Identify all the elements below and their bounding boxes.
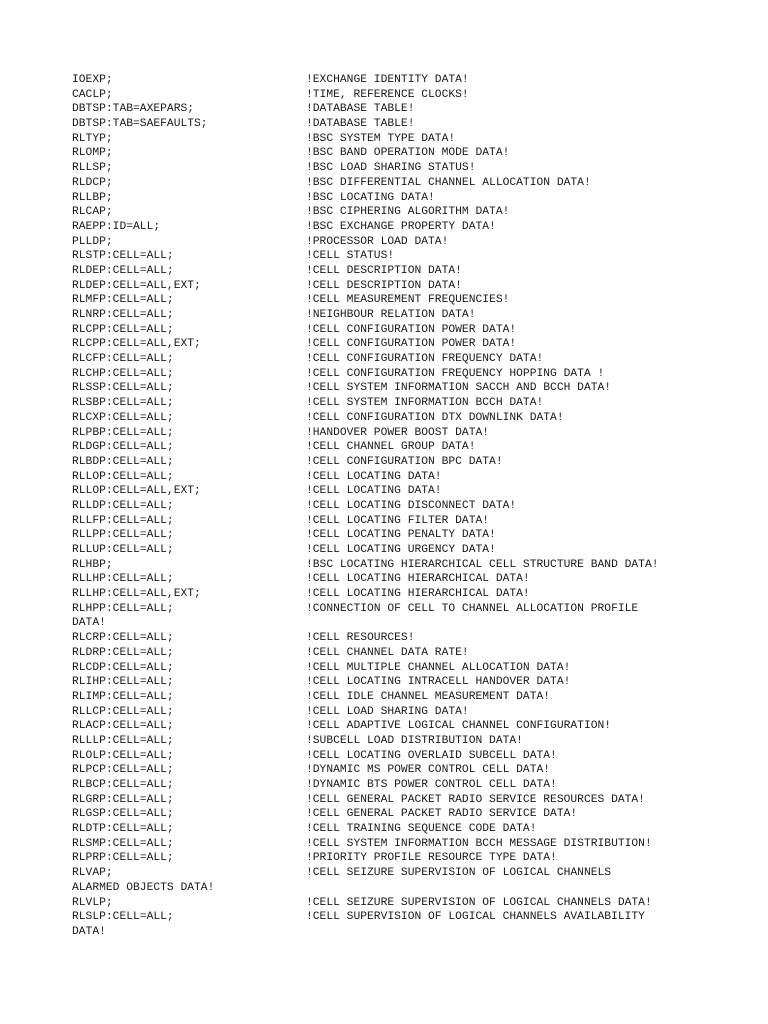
description-text: !CELL CHANNEL GROUP DATA! (306, 441, 476, 454)
command-text: RLSSP:CELL=ALL; (72, 382, 174, 395)
description-text: !CELL CONFIGURATION POWER DATA! (306, 338, 517, 351)
command-text: RLCXP:CELL=ALL; (72, 411, 174, 424)
description-text: !EXCHANGE IDENTITY DATA! (306, 74, 469, 86)
description-text: !CELL DESCRIPTION DATA! (306, 264, 462, 277)
command-text: DBTSP:TAB=AXEPARS; (72, 103, 195, 116)
description-text: !CELL LOAD SHARING DATA! (306, 705, 469, 718)
command-text: RLLOP:CELL=ALL,EXT; (72, 485, 201, 498)
command-text: RLMFP:CELL=ALL; (72, 294, 174, 307)
command-text: RLCPP:CELL=ALL; (72, 323, 174, 336)
continuation-line (72, 616, 712, 631)
command-line (72, 146, 712, 161)
command-line (72, 499, 712, 514)
description-text: !DATABASE TABLE! (306, 103, 415, 116)
command-line (72, 205, 712, 220)
command-line (72, 705, 712, 720)
description-text: !CELL SYSTEM INFORMATION BCCH MESSAGE DISTRIBUTION! (306, 837, 652, 850)
description-text: !HANDOVER POWER BOOST DATA! (306, 426, 490, 439)
command-line (72, 602, 712, 617)
command-text: RLDEP:CELL=ALL,EXT; (72, 279, 201, 292)
command-text: RLLFP:CELL=ALL; (72, 514, 174, 527)
command-line (72, 132, 712, 147)
description-text: !BSC EXCHANGE PROPERTY DATA! (306, 220, 496, 233)
command-text: RLLSP; (72, 162, 113, 175)
description-text: !NEIGHBOUR RELATION DATA! (306, 309, 476, 321)
command-text: RLLHP:CELL=ALL,EXT; (72, 588, 201, 601)
description-text: !CELL STATUS! (306, 250, 395, 263)
command-text: RLLCP:CELL=ALL; (72, 705, 174, 718)
description-text: !BSC LOAD SHARING STATUS! (306, 162, 476, 175)
description-text: !CELL SYSTEM INFORMATION BCCH DATA! (306, 397, 544, 410)
description-text: !CELL ADAPTIVE LOGICAL CHANNEL CONFIGURATION! (306, 720, 612, 733)
description-text: !DYNAMIC MS POWER CONTROL CELL DATA! (306, 764, 551, 777)
command-line (72, 352, 712, 367)
continuation-line (72, 881, 712, 896)
command-line (72, 807, 712, 822)
command-line (72, 572, 712, 587)
command-line (72, 778, 712, 793)
command-line (72, 176, 712, 191)
description-text: !DATABASE TABLE! (306, 118, 415, 131)
command-line (72, 191, 712, 206)
command-line (72, 455, 712, 470)
command-line (72, 279, 712, 294)
description-text: !CELL LOCATING INTRACELL HANDOVER DATA! (306, 676, 571, 689)
command-text: RLHPP:CELL=ALL; (72, 602, 174, 615)
command-line (72, 763, 712, 778)
command-text: RLOMP; (72, 147, 113, 160)
command-text: RLDTP:CELL=ALL; (72, 823, 174, 836)
command-text: RLCDP:CELL=ALL; (72, 661, 174, 674)
command-line (72, 337, 712, 352)
command-line (72, 102, 712, 117)
description-text: !CELL LOCATING DISCONNECT DATA! (306, 499, 517, 512)
command-text: RLNRP:CELL=ALL; (72, 309, 174, 321)
command-line (72, 396, 712, 411)
command-line (72, 734, 712, 749)
command-line (72, 249, 712, 264)
description-text: !DYNAMIC BTS POWER CONTROL CELL DATA! (306, 779, 557, 791)
command-line (72, 528, 712, 543)
command-line (72, 514, 712, 529)
description-text: !SUBCELL LOAD DISTRIBUTION DATA! (306, 734, 523, 747)
command-line (72, 851, 712, 866)
command-line (72, 837, 712, 852)
command-text: RLLDP:CELL=ALL; (72, 499, 174, 512)
wrapped-description-text: DATA! (72, 925, 106, 938)
description-text: !BSC CIPHERING ALGORITHM DATA! (306, 206, 510, 219)
command-text: IOEXP; (72, 74, 113, 86)
description-text: !CELL IDLE CHANNEL MEASUREMENT DATA! (306, 690, 551, 703)
description-text: !CELL LOCATING HIERARCHICAL DATA! (306, 588, 530, 601)
description-text: !CELL RESOURCES! (306, 632, 415, 645)
command-text: RLBDP:CELL=ALL; (72, 455, 174, 468)
description-text: !CONNECTION OF CELL TO CHANNEL ALLOCATION PROFILE (306, 602, 639, 615)
description-text: !CELL GENERAL PACKET RADIO SERVICE DATA! (306, 808, 578, 821)
description-text: !CELL LOCATING PENALTY DATA! (306, 529, 496, 542)
description-text: !BSC LOCATING DATA! (306, 191, 435, 204)
wrapped-description-text: DATA! (72, 617, 106, 630)
command-text: RLLUP:CELL=ALL; (72, 544, 174, 556)
command-line (72, 690, 712, 705)
command-text: RLCRP:CELL=ALL; (72, 632, 174, 645)
command-text: RLIHP:CELL=ALL; (72, 676, 174, 689)
description-text: !PRIORITY PROFILE RESOURCE TYPE DATA! (306, 852, 557, 865)
description-text: !CELL CONFIGURATION BPC DATA! (306, 455, 503, 468)
command-line (72, 675, 712, 690)
description-text: !CELL CONFIGURATION DTX DOWNLINK DATA! (306, 411, 564, 424)
description-text: !CELL CONFIGURATION FREQUENCY HOPPING DATA ! (306, 367, 605, 380)
description-text: !CELL SEIZURE SUPERVISION OF LOGICAL CHANNELS DATA! (306, 896, 652, 909)
command-text: RLLLP:CELL=ALL; (72, 734, 174, 747)
command-line (72, 381, 712, 396)
command-line (72, 73, 712, 88)
description-text: !CELL SUPERVISION OF LOGICAL CHANNELS AVAILABILITY (306, 911, 645, 924)
command-text: RLSMP:CELL=ALL; (72, 837, 174, 850)
command-text: RLLOP:CELL=ALL; (72, 470, 174, 483)
wrapped-description-text: ALARMED OBJECTS DATA! (72, 881, 215, 894)
command-line (72, 558, 712, 573)
command-text: RLVAP; (72, 867, 113, 880)
command-line (72, 161, 712, 176)
description-text: !CELL TRAINING SEQUENCE CODE DATA! (306, 823, 537, 836)
command-listing (72, 73, 712, 940)
command-text: RAEPP:ID=ALL; (72, 220, 161, 233)
command-text: RLDEP:CELL=ALL; (72, 264, 174, 277)
description-text: !BSC BAND OPERATION MODE DATA! (306, 147, 510, 160)
command-text: PLLDP; (72, 235, 113, 248)
continuation-line (72, 925, 712, 940)
description-text: !CELL LOCATING DATA! (306, 470, 442, 483)
command-line (72, 88, 712, 103)
description-text: !CELL MULTIPLE CHANNEL ALLOCATION DATA! (306, 661, 571, 674)
command-text: DBTSP:TAB=SAEFAULTS; (72, 118, 208, 131)
description-text: !CELL DESCRIPTION DATA! (306, 279, 462, 292)
command-line (72, 866, 712, 881)
command-line (72, 308, 712, 323)
command-line (72, 117, 712, 132)
description-text: !CELL LOCATING OVERLAID SUBCELL DATA! (306, 749, 557, 762)
description-text: !PROCESSOR LOAD DATA! (306, 235, 449, 248)
description-text: !CELL LOCATING DATA! (306, 485, 442, 498)
command-line (72, 822, 712, 837)
command-line (72, 661, 712, 676)
command-line (72, 440, 712, 455)
command-line (72, 631, 712, 646)
command-line (72, 587, 712, 602)
command-text: RLPCP:CELL=ALL; (72, 764, 174, 777)
description-text: !CELL LOCATING URGENCY DATA! (306, 544, 496, 556)
command-text: RLTYP; (72, 132, 113, 145)
description-text: !CELL LOCATING FILTER DATA! (306, 514, 490, 527)
command-line (72, 367, 712, 382)
description-text: !BSC DIFFERENTIAL CHANNEL ALLOCATION DATA! (306, 176, 591, 189)
command-text: RLLPP:CELL=ALL; (72, 529, 174, 542)
description-text: !CELL MEASUREMENT FREQUENCIES! (306, 294, 510, 307)
command-line (72, 293, 712, 308)
command-text: RLVLP; (72, 896, 113, 909)
command-text: RLOLP:CELL=ALL; (72, 749, 174, 762)
description-text: !BSC SYSTEM TYPE DATA! (306, 132, 456, 145)
command-line (72, 426, 712, 441)
command-text: RLSTP:CELL=ALL; (72, 250, 174, 263)
command-text: RLSLP:CELL=ALL; (72, 911, 174, 924)
description-text: !BSC LOCATING HIERARCHICAL CELL STRUCTURE BAND DATA! (306, 558, 659, 571)
command-text: RLCHP:CELL=ALL; (72, 367, 174, 380)
description-text: !CELL SEIZURE SUPERVISION OF LOGICAL CHANNELS (306, 867, 612, 880)
command-text: RLGSP:CELL=ALL; (72, 808, 174, 821)
command-line (72, 646, 712, 661)
command-line (72, 470, 712, 485)
command-line (72, 543, 712, 558)
command-line (72, 220, 712, 235)
command-text: RLPBP:CELL=ALL; (72, 426, 174, 439)
command-text: RLSBP:CELL=ALL; (72, 397, 174, 410)
command-line (72, 896, 712, 911)
command-text: RLLHP:CELL=ALL; (72, 573, 174, 586)
command-line (72, 264, 712, 279)
command-text: RLCAP; (72, 206, 113, 219)
command-text: RLACP:CELL=ALL; (72, 720, 174, 733)
description-text: !CELL LOCATING HIERARCHICAL DATA! (306, 573, 530, 586)
command-text: RLIMP:CELL=ALL; (72, 690, 174, 703)
command-text: RLLBP; (72, 191, 113, 204)
command-line (72, 749, 712, 764)
description-text: !CELL CONFIGURATION POWER DATA! (306, 323, 517, 336)
command-text: RLHBP; (72, 558, 113, 571)
command-line (72, 411, 712, 426)
command-text: RLBCP:CELL=ALL; (72, 779, 174, 791)
command-text: RLCPP:CELL=ALL,EXT; (72, 338, 201, 351)
description-text: !CELL SYSTEM INFORMATION SACCH AND BCCH DATA! (306, 382, 612, 395)
command-text: RLDCP; (72, 176, 113, 189)
command-text: RLPRP:CELL=ALL; (72, 852, 174, 865)
command-text: RLCFP:CELL=ALL; (72, 353, 174, 366)
command-line (72, 235, 712, 250)
command-text: RLGRP:CELL=ALL; (72, 793, 174, 806)
description-text: !TIME, REFERENCE CLOCKS! (306, 88, 469, 101)
command-line (72, 323, 712, 338)
command-text: RLDRP:CELL=ALL; (72, 646, 174, 659)
command-line (72, 793, 712, 808)
command-line (72, 910, 712, 925)
description-text: !CELL CHANNEL DATA RATE! (306, 646, 469, 659)
command-line (72, 484, 712, 499)
command-text: CACLP; (72, 88, 113, 101)
description-text: !CELL GENERAL PACKET RADIO SERVICE RESOURCES DATA! (306, 793, 645, 806)
command-text: RLDGP:CELL=ALL; (72, 441, 174, 454)
description-text: !CELL CONFIGURATION FREQUENCY DATA! (306, 353, 544, 366)
command-line (72, 719, 712, 734)
